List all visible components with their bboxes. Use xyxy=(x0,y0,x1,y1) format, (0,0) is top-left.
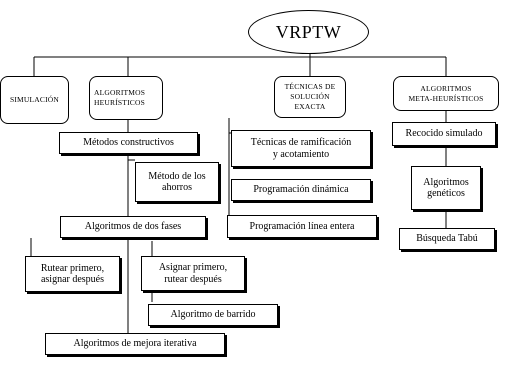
node-two-phase-algorithms-label: Algoritmos de dos fases xyxy=(84,221,182,233)
node-route-first-assign-second xyxy=(25,256,120,292)
node-savings-method xyxy=(135,162,219,202)
node-assign-first-route-second-label: Asignar primero, rutear después xyxy=(158,262,228,285)
node-savings-method-label: Método de los ahorros xyxy=(148,170,206,193)
node-constructive-methods-label: Métodos constructivos xyxy=(83,137,174,149)
node-integer-programming-label: Programación línea entera xyxy=(249,220,355,232)
node-simulated-annealing-label: Recocido simulado xyxy=(405,128,483,140)
node-tabu-search xyxy=(399,228,495,250)
category-exact-label: TÉCNICAS DE SOLUCIÓN EXACTA xyxy=(284,82,336,111)
node-dynamic-programming-label: Programación dinámica xyxy=(253,184,349,196)
root-node-vrptw xyxy=(248,10,369,54)
category-exact xyxy=(274,76,346,118)
node-simulated-annealing xyxy=(392,122,496,146)
category-heuristic xyxy=(89,76,163,120)
node-genetic-algorithms xyxy=(411,166,481,210)
root-label: VRPTW xyxy=(275,21,342,42)
node-route-first-assign-second-label: Rutear primero, asignar después xyxy=(40,262,105,285)
node-assign-first-route-second xyxy=(141,256,245,291)
category-simulation xyxy=(0,76,69,124)
node-integer-programming xyxy=(227,215,377,238)
node-branch-and-bound xyxy=(231,130,371,167)
node-tabu-search-label: Búsqueda Tabú xyxy=(416,233,478,245)
node-constructive-methods xyxy=(59,132,198,154)
node-two-phase-algorithms xyxy=(60,216,206,238)
node-iterative-improvement xyxy=(45,333,225,355)
node-dynamic-programming xyxy=(231,179,371,201)
category-heuristic-label: ALGORITMOS HEURÍSTICOS xyxy=(94,88,146,107)
node-sweep-algorithm xyxy=(148,304,278,326)
category-simulation-label: SIMULACIÓN xyxy=(9,95,60,104)
node-iterative-improvement-label: Algoritmos de mejora iterativa xyxy=(73,338,197,350)
node-sweep-algorithm-label: Algoritmo de barrido xyxy=(170,309,256,321)
node-genetic-algorithms-label: Algoritmos genéticos xyxy=(423,176,469,199)
category-metaheuristic xyxy=(393,76,499,111)
node-branch-and-bound-label: Técnicas de ramificación y acotamiento xyxy=(250,137,352,160)
category-metaheuristic-label: ALGORITMOS META-HEURÍSTICOS xyxy=(408,83,484,103)
